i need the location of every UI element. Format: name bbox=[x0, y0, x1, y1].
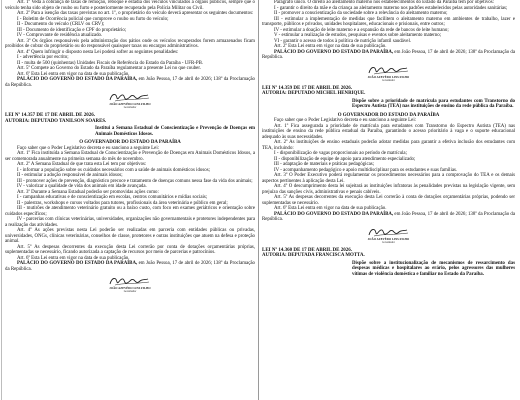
decree-line: Faço saber que o Poder Legislativo decreta e eu sanciono a seguinte Lei: bbox=[17, 145, 160, 151]
paragraph: I - advertência por escrito; bbox=[17, 55, 69, 60]
paragraph: V - estimular a realização de estudos, pesquisas e eventos sobre aleitamento materno; bbox=[274, 33, 442, 38]
column-divider bbox=[258, 0, 259, 400]
paragraph: I - disponibilização de vagas proporcionais ao período de matrícula; bbox=[274, 151, 407, 157]
decree-line: Faço saber que o Poder Legislativo decreta e eu sanciono a seguinte Lei: bbox=[274, 118, 417, 124]
paragraph: III - estimular a implementação de medidas que facilitem o aleitamento materno em ambientes de trabalho, lazer e transporte, públicos e privados, unidades hospitalares, educacionais e prisionais, entre outros; bbox=[262, 16, 515, 27]
law-14359 bbox=[262, 86, 515, 223]
paragraph: Art. 5º As despesas decorrentes da execução desta Lei correrão por conta de dotações orçamentárias próprias, suplementadas se necessário, ficando autorizada a captação de recursos por meio de parcerias e patrocínios. bbox=[5, 244, 255, 256]
closing-date: em João Pessoa, 17 de abril de 2026; 138º da Proclamação da República. bbox=[262, 211, 515, 223]
paragraph: I - informar a população sobre os cuidados necessários com a saúde de animais domésticos idosos; bbox=[17, 167, 210, 173]
paragraph: III - promover ações de prevenção, diagnóstico precoce e tratamento de doenças comuns nessa fase da vida dos animais; bbox=[17, 178, 253, 184]
governor-signature-block bbox=[262, 226, 515, 244]
law-title: LEI Nº 14.357 DE 17 DE ABRIL DE 2026. bbox=[5, 113, 95, 119]
paragraph: Art. 4º O descumprimento desta lei sujeitará as instituições infratoras às penalidades previstas na legislação vigente, sem prejuízo das sanções civis, administrativas e penais cabíveis. bbox=[262, 184, 515, 195]
closing-line bbox=[262, 50, 515, 61]
paragraph: Art. 5º Compete ao Governo do Estado da Paraíba regulamentar a presente Lei no que couber. bbox=[17, 66, 201, 71]
right-column bbox=[262, 0, 515, 400]
closing-line bbox=[262, 212, 515, 223]
governor-name: JOÃO AZEVÊDO LINS FILHO bbox=[109, 287, 151, 291]
law-author: AUTORIA: DEPUTADO TANILSON SOARES. bbox=[5, 118, 107, 124]
paragraph: I - campanhas educativas e de conscientização em escolas, centros comunitários e mídias sociais; bbox=[17, 195, 208, 201]
governor-role: Governador bbox=[123, 290, 137, 294]
paragraph: Art. 2º Esta Lei entra em vigor na data de sua publicação. bbox=[274, 44, 387, 49]
paragraph: III - Documento de identificação e CPF do proprietário; bbox=[17, 27, 127, 33]
paragraph: II - palestras, workshops e cursos voltados para tutores, profissionais da área veterinária e público em geral; bbox=[17, 200, 228, 206]
paragraph: II - estimular a adoção responsável de animais idosos; bbox=[17, 173, 123, 179]
paragraph: Art. 2º Para a isenção das taxas previstas no art. 1º, o proprietário do veículo deverá apresentar os seguintes documentos: bbox=[17, 11, 254, 16]
closing-date: em João Pessoa, 17 de abril de 2026; 138º da Proclamação da República. bbox=[262, 49, 515, 60]
law-14356-articles bbox=[5, 0, 255, 88]
paragraph: Art. 2º A Semana Estadual de que trata esta Lei tem por objetivos: bbox=[17, 162, 147, 168]
governor-name: JOÃO AZEVÊDO LINS FILHO bbox=[109, 103, 151, 106]
left-column bbox=[5, 0, 255, 400]
paragraph: I - Boletim de Ocorrência policial que comprove o roubo ou furto do veículo; bbox=[17, 16, 169, 22]
closing-date: em João Pessoa, 17 de abril de 2026; 138º da Proclamação da República. bbox=[5, 261, 255, 272]
closing-line bbox=[5, 77, 255, 88]
palace-heading: PALÁCIO DO GOVERNO DO ESTADO DA PARAÍBA, bbox=[17, 77, 138, 82]
closing-line bbox=[5, 261, 255, 272]
governor-role: Governador bbox=[123, 106, 137, 110]
paragraph: Art. 3º Os órgãos responsáveis pela administração dos pátios onde os veículos recuperados forem armazenados ficam proibidos de cobrar do proprietário ou do responsável quaisquer taxas ou encargos administrativos. bbox=[5, 38, 255, 49]
governor-role: Governador bbox=[382, 240, 395, 244]
signature-image bbox=[107, 91, 153, 103]
palace-heading: PALÁCIO DO GOVERNO DO ESTADO DA PARAÍBA, bbox=[274, 49, 394, 55]
signature-image bbox=[366, 64, 412, 76]
paragraph: II - disponibilização de equipe de apoio para atendimento especializado; bbox=[274, 156, 416, 162]
paragraph: IV - acompanhamento pedagógico e apoio multidisciplinar para os estudantes e suas famílias. bbox=[274, 167, 458, 173]
governor-declaration: O GOVERNADOR DO ESTADO DA PARAÍBA bbox=[337, 112, 440, 118]
paragraph: Art. 6º Esta Lei entra em vigor na data de sua publicação. bbox=[17, 255, 130, 261]
paragraph: IV - valorizar a qualidade de vida dos animais em idade avançada. bbox=[17, 184, 147, 190]
governor-signature-block bbox=[262, 64, 515, 82]
law-title: LEI Nº 14.359 DE 17 DE ABRIL DE 2026. bbox=[262, 85, 352, 91]
paragraph: Art. 2º As instituições de ensino estaduais poderão adotar medidas para garantir a efetiva inclusão dos estudantes com TEA, incluindo: bbox=[262, 140, 515, 151]
paragraph: VI - garantir o acesso de todos à política de nutrição infantil saudável. bbox=[274, 38, 412, 44]
paragraph: Parágrafo único. O direito ao aleitamento materno nos estabelecimentos do Estado da Paraíba tem por objetivos: bbox=[274, 0, 495, 5]
law-summary: Institui a Semana Estadual de Conscientização e Prevenção de Doenças em Animais Domésticos Idosos. bbox=[95, 126, 255, 137]
governor-signature-block bbox=[5, 275, 255, 293]
paragraph: II - promover a conscientização da sociedade sobre a relevância do aleitamento materno; bbox=[274, 11, 448, 16]
palace-heading: PALÁCIO DO GOVERNO DO ESTADO DA PARAÍBA, bbox=[274, 211, 394, 217]
signature-image bbox=[107, 275, 153, 287]
paragraph: IV - parcerias com clínicas veterinárias, universidades, organizações não governamentais e protetores independentes para a realização das atividades. bbox=[5, 217, 255, 228]
paragraph: Art. 4º Quem infringir o disposto nesta Lei poderá sofrer as seguintes penalidades: bbox=[17, 49, 179, 55]
governor-name: JOÃO AZEVÊDO LINS FILHO bbox=[367, 237, 410, 241]
palace-heading: PALÁCIO DO GOVERNO DO ESTADO DA PARAÍBA, bbox=[17, 261, 138, 267]
law-summary: Dispõe sobre a institucionalização de mecanismos de ressarcimento das despesas médicas e hospitalares ao erário, pelos agressores das mulheres vítimas de violência doméstica e familiar no Estado da Paraíba. bbox=[352, 260, 515, 277]
paragraph: Art. 6º Esta Lei entra em vigor na data de sua publicação. bbox=[274, 206, 387, 212]
paragraph: Art. 3º O Poder Executivo poderá regulamentar os procedimentos necessários para a comprovação do TEA e os demais aspectos pertinentes à aplicação desta Lei. bbox=[262, 173, 515, 184]
paragraph: Art. 1º Fica assegurada a prioridade de matrícula para estudantes com Transtorno do Espectro Autista (TEA) nas instituições de ensino da rede pública estadual da Paraíba, garantindo o acesso prioritário à vaga e o suporte educacional adequado às suas necessidades. bbox=[262, 123, 515, 140]
paragraph: Art. 1º Fica instituída a Semana Estadual de Conscientização e Prevenção de Doenças em Animais Domésticos Idosos, a ser comemorada anualmente na primeira semana do mês de novembro. bbox=[5, 151, 255, 162]
law-14360 bbox=[262, 248, 515, 278]
paragraph: Art. 3º Durante a Semana Estadual poderão ser promovidas ações como: bbox=[17, 189, 159, 195]
signature-image bbox=[366, 226, 412, 238]
law-author: AUTORIA: DEPUTADA FRANCISCA MOTTA. bbox=[262, 253, 365, 259]
law-summary: Dispõe sobre a prioridade de matrícula para estudantes com Transtorno do Espectro Autista (TEA) nas instituições de ensino da rede pública da Paraíba. bbox=[352, 98, 515, 110]
paragraph: Art. 1º Veda a cobrança de taxas de remoção, reboque e estadia dos veículos vinculados a órgãos públicos, sempre que o veículo tenha sido objeto de roubo ou furto e posteriormente recuperado pela Polícia Militar ou Civil. bbox=[5, 0, 255, 11]
paragraph: Art. 4º As ações previstas nesta Lei poderão ser realizadas em parceria com entidades públicas ou privadas, universidades, ONGs, clínicas veterinárias, conselhos de classe, protetores e outras instituições que atuem na defesa e proteção animal. bbox=[5, 228, 255, 245]
governor-signature-block bbox=[5, 91, 255, 109]
law-title: LEI Nº 14.360 DE 17 DE ABRIL DE 2026. bbox=[262, 247, 352, 253]
paragraph: I - garantir o direito da mãe e da criança ao aleitamento materno nos padrões estabelecidos pelas autoridades sanitárias; bbox=[274, 5, 508, 11]
paragraph: IV - Comprovante de residência atualizado. bbox=[17, 33, 103, 38]
closing-date: em João Pessoa, 17 de abril de 2026; 138º da Proclamação da República. bbox=[5, 77, 255, 88]
paragraph: II - Documento do veículo (CRLV ou CRV); bbox=[17, 22, 105, 27]
law-author: AUTORIA: DEPUTADO MICHEL HENRIQUE. bbox=[262, 91, 366, 97]
paragraph: II - multa de 500 (quinhentas) Unidades Fiscais de Referência do Estado da Paraíba - UFR-PB. bbox=[17, 60, 204, 66]
governor-role: Governador bbox=[382, 78, 395, 82]
paragraph: Art. 5º As despesas decorrentes da execução desta Lei correrão à conta de dotações orçamentárias próprias, podendo ser suplementadas se necessário. bbox=[262, 195, 515, 206]
law-14357 bbox=[5, 113, 255, 272]
governor-name: JOÃO AZEVÊDO LINS FILHO bbox=[367, 75, 410, 79]
paragraph: IV - estimular a doação de leite materno e a expansão da rede de bancos de leite humano; bbox=[274, 27, 449, 33]
paragraph: Art. 6º Esta Lei entra em vigor na data de sua publicação. bbox=[17, 71, 130, 77]
governor-declaration: O GOVERNADOR DO ESTADO DA PARAÍBA bbox=[79, 140, 181, 146]
paragraph: III - adaptação de materiais e práticas pedagógicas; bbox=[274, 162, 375, 168]
paragraph: III - mutirões de atendimento veterinário gratuito ou a baixo custo, com foco em exames geriátricos e orientação sobre cuidados específicos; bbox=[5, 206, 255, 217]
law-14358-articles bbox=[262, 0, 515, 61]
page-edge bbox=[1, 0, 2, 400]
